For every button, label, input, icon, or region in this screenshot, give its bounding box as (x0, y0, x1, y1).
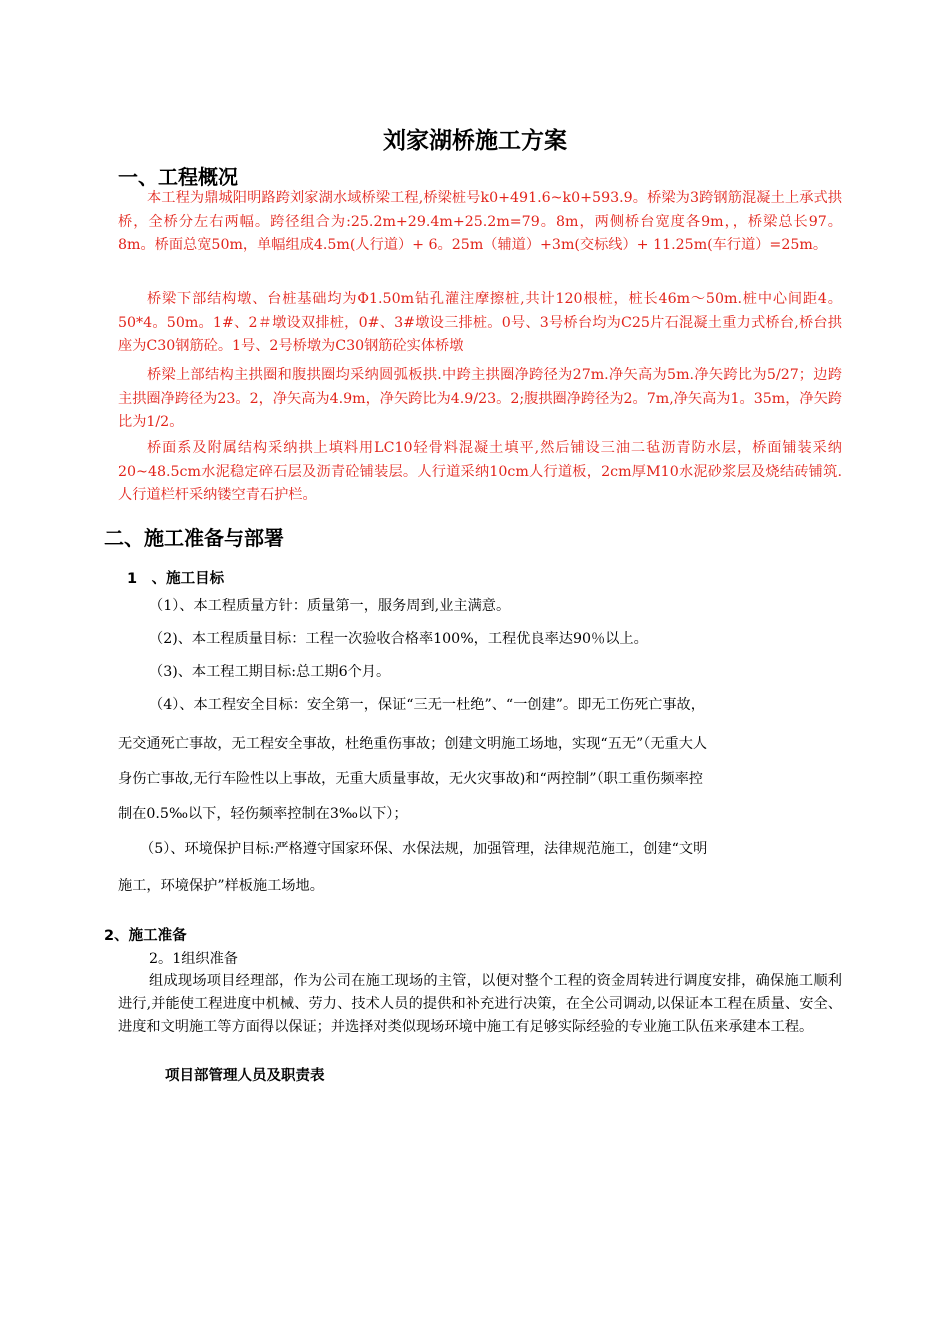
goal-item-4-line-1: （4）、本工程安全目标：安全第一，保证“三无一杜绝”、“一创建”。即无工伤死亡事故， (149, 697, 705, 713)
goal-item-3: （3)、本工程工期目标:总工期6个月。 (149, 664, 391, 680)
overview-paragraph-2: 桥梁下部结构墩、台桩基础均为Φ1.50m钻孔灌注摩擦桩,共计120根桩，桩长46m～50m.桩中心间距4。50*4。50m。1#、2＃墩设双排桩，0#、3#墩设三排桩。0号、3号桥台均为C25片石混凝土重力式桥台,桥台拱座为C30钢筋砼。1号、2号桥墩为C30钢筋砼实体桥墩 (118, 291, 842, 355)
page-title: 刘家湖桥施工方案 (383, 128, 567, 154)
subsubsection-heading-organization: 2。1组织准备 (149, 951, 238, 967)
section-heading-preparation: 二、施工准备与部署 (104, 526, 284, 550)
goal-item-4-line-2: 无交通死亡事故，无工程安全事故，杜绝重伤事故；创建文明施工场地，实现“五无”（无重大人 (118, 736, 708, 752)
overview-paragraph-4: 桥面系及附属结构采纳拱上填料用LC10轻骨料混凝土填平,然后铺设三油二毡沥青防水层，桥面铺装采纳20~48.5cm水泥稳定碎石层及沥青砼铺装层。人行道采纳10cm人行道板，2cm厚M10水泥砂浆层及烧结砖铺筑.人行道栏杆采纳镂空青石护栏。 (118, 440, 842, 504)
goal-item-4-line-3: 身伤亡事故,无行车险性以上事故，无重大质量事故，无火灾事故)和“两控制”（职工重伤频率控 (118, 771, 703, 787)
table-caption: 项目部管理人员及职责表 (165, 1068, 325, 1084)
goal-item-2: （2)、本工程质量目标：工程一次验收合格率100%，工程优良率达90％以上。 (149, 631, 648, 647)
subsection-heading-goals: 1 、施工目标 (127, 571, 225, 587)
goal-item-4-line-4: 制在0.5‰以下，轻伤频率控制在3‰以下）； (118, 806, 408, 822)
goal-item-5-line-1: （5）、环境保护目标:严格遵守国家环保、水保法规，加强管理，法律规范施工，创建“文明 (140, 841, 708, 857)
section-heading-overview: 一、工程概况 (118, 165, 238, 189)
overview-paragraph-3: 桥梁上部结构主拱圈和腹拱圈均采纳圆弧板拱.中跨主拱圈净跨径为27m.净矢高为5m.净矢跨比为5/27；边跨主拱圈净跨径为23。2，净矢高为4.9m，净矢跨比为4.9/23。2;腹拱圈净跨径为2。7m,净矢高为1。35m，净矢跨比为1/2。 (118, 367, 842, 431)
overview-paragraph-1: 本工程为鼎城阳明路跨刘家湖水域桥梁工程,桥梁桩号k0+491.6~k0+593.9。桥梁为3跨钢筋混凝土上承式拱桥，全桥分左右两幅。跨径组合为:25.2m+29.4m+25.2m=79。8m，两侧桥台宽度各9m，，桥梁总长97。8m。桥面总宽50m，单幅组成4.5m(人行道）+ 6。25m（辅道）+3m(交标线）+ 11.25m(车行道）=25m。 (118, 190, 842, 254)
organization-paragraph: 组成现场项目经理部，作为公司在施工现场的主管，以便对整个工程的资金周转进行调度安排，确保施工顺利进行,并能使工程进度中机械、劳力、技术人员的提供和补充进行决策，在全公司调动,以保证本工程在质量、安全、进度和文明施工等方面得以保证；并选择对类似现场环境中施工有足够实际经验的专业施工队伍来承建本工程。 (118, 973, 842, 1035)
subsection-heading-preparation: 2、施工准备 (104, 928, 187, 944)
goal-item-5-line-2: 施工，环境保护”样板施工场地。 (118, 878, 324, 894)
goal-item-1: （1）、本工程质量方针：质量第一，服务周到,业主满意。 (149, 598, 511, 614)
